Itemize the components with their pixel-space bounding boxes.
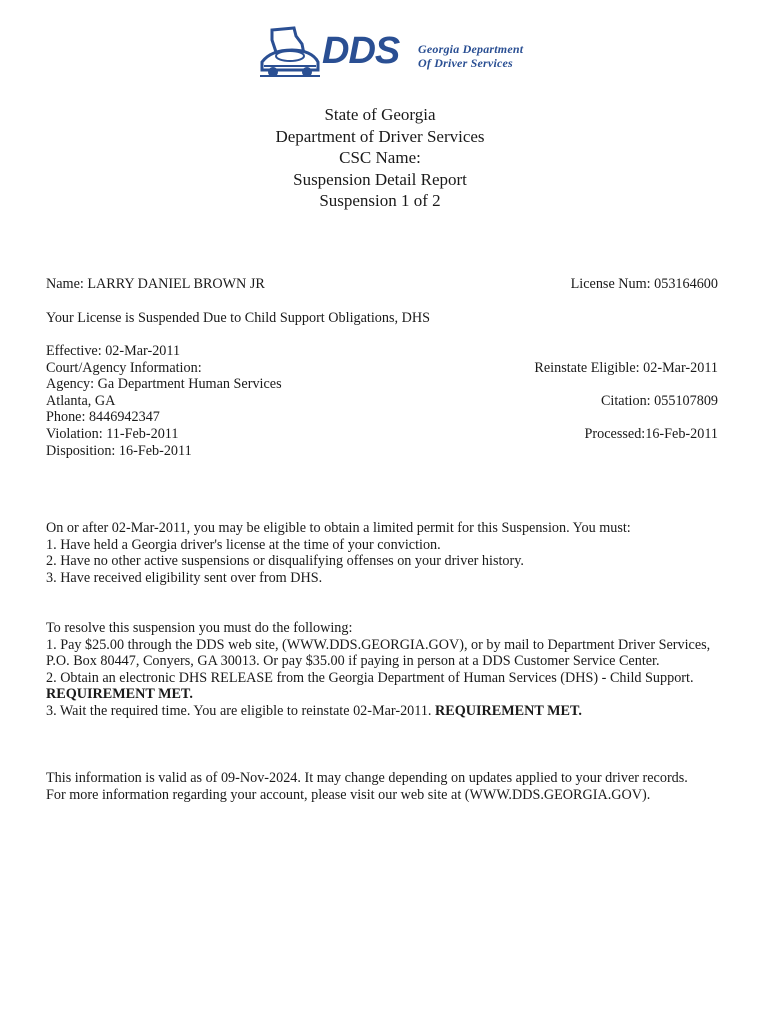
permit-item: 3. Have received eligibility sent over from DHS. [46, 569, 323, 586]
disposition-date: Disposition: 16-Feb-2011 [46, 442, 192, 459]
violation-date: Violation: 11-Feb-2011 [46, 426, 179, 442]
driver-name: Name: LARRY DANIEL BROWN JR [46, 276, 265, 292]
agency-city: Atlanta, GA [46, 392, 116, 409]
resolve-step-3-status: REQUIREMENT MET. [435, 703, 582, 719]
department-title: Department of Driver Services [275, 126, 485, 146]
resolve-step-1: 1. Pay $25.00 through the DDS web site, (WWW.DDS.GEORGIA.GOV), or by mail to Department Driver Services, [46, 636, 711, 653]
reinstate-eligible: Reinstate Eligible: 02-Mar-2011 [534, 359, 718, 376]
logo-line-2: Of Driver Services [418, 56, 513, 70]
georgia-car-emblem-icon [258, 24, 322, 86]
resolve-step-2-status: REQUIREMENT MET. [46, 686, 193, 703]
agency-phone: Phone: 8446942347 [46, 409, 160, 426]
resolve-intro: To resolve this suspension you must do the following: [46, 620, 353, 636]
processed-date: Processed:16-Feb-2011 [584, 426, 718, 442]
dds-logo [258, 24, 538, 86]
permit-item: 2. Have no other active suspensions or disqualifying offenses on your driver history. [46, 553, 524, 570]
report-header [0, 104, 760, 212]
validity-notice: This information is valid as of 09-Nov-2024. It may change depending on updates applied to your driver records. [46, 770, 688, 786]
resolve-step-3-text: 3. Wait the required time. You are eligible to reinstate 02-Mar-2011. [46, 703, 436, 719]
resolve-step-3 [46, 703, 582, 720]
court-agency-label: Court/Agency Information: [46, 359, 202, 376]
report-title: Suspension Detail Report [293, 169, 467, 189]
agency-name: Agency: Ga Department Human Services [46, 376, 282, 393]
citation-number: Citation: 055107809 [600, 392, 718, 409]
permit-intro: On or after 02-Mar-2011, you may be eligible to obtain a limited permit for this Suspension. You must: [46, 520, 631, 536]
state-title: State of Georgia [324, 105, 436, 124]
suspension-count: Suspension 1 of 2 [319, 191, 441, 210]
effective-date: Effective: 02-Mar-2011 [46, 343, 181, 359]
license-number: License Num: 053164600 [570, 276, 718, 292]
resolve-step-1-continued: P.O. Box 80447, Conyers, GA 30013. Or pay $35.00 if paying in person at a DDS Customer Service Center. [46, 653, 660, 670]
permit-item: 1. Have held a Georgia driver's license at the time of your conviction. [46, 536, 441, 553]
resolve-step-2: 2. Obtain an electronic DHS RELEASE from the Georgia Department of Human Services (DHS) - Child Support. [46, 669, 694, 686]
website-notice: For more information regarding your account, please visit our web site at (WWW.DDS.GEORGIA.GOV). [46, 786, 651, 803]
suspension-reason: Your License is Suspended Due to Child Support Obligations, DHS [46, 310, 430, 326]
logo-line-1: Georgia Department [418, 42, 524, 56]
csc-name: CSC Name: [339, 148, 421, 167]
logo-abbreviation: DDS [322, 30, 400, 72]
